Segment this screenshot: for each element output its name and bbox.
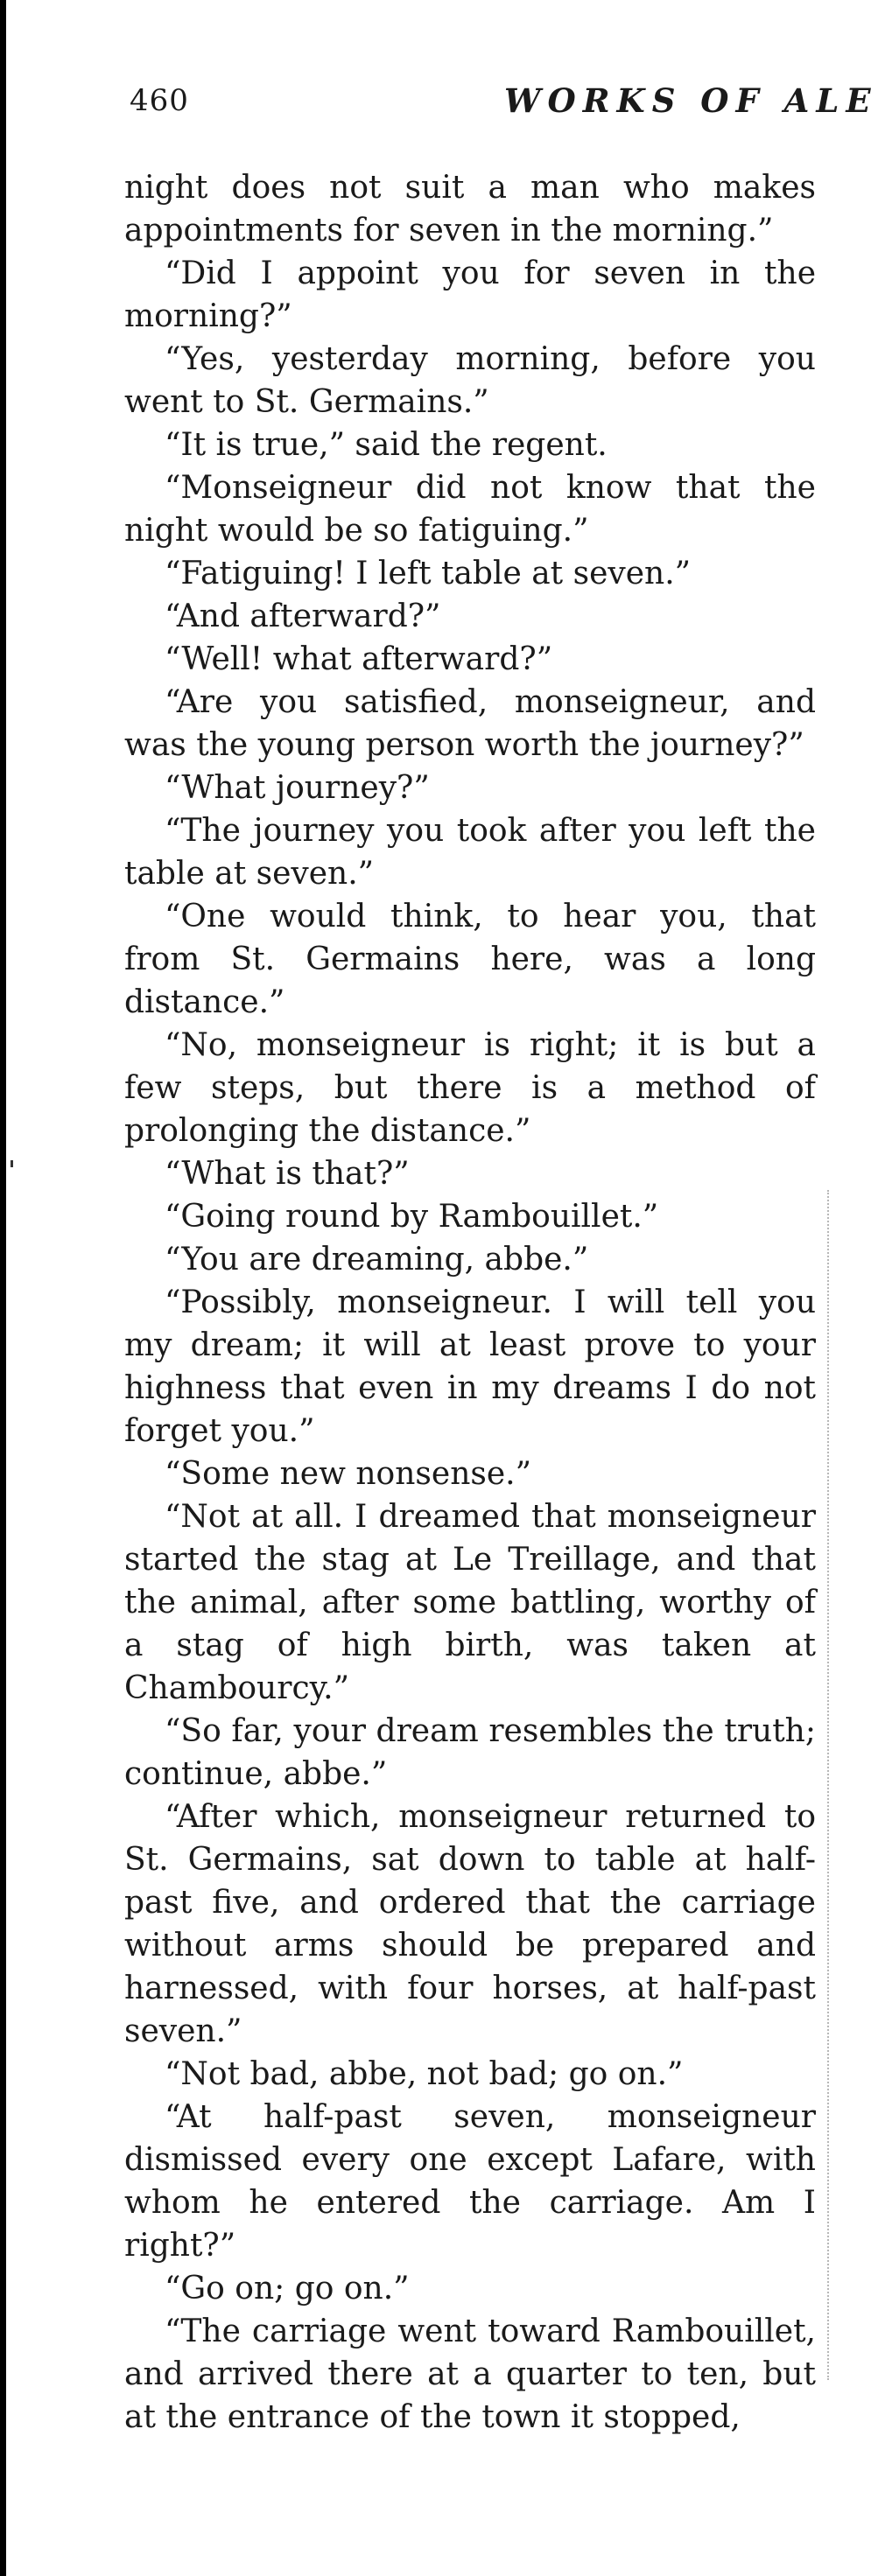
paragraph: “So far, your dream resembles the truth; continue, abbe.”	[124, 1713, 816, 1792]
running-header	[130, 81, 878, 127]
paragraph: “At half-past seven, monseigneur dismissed every one except Lafare, with whom he entered the carriage. Am I right?”	[124, 2099, 816, 2264]
paragraph: “Going round by Rambouillet.”	[165, 1199, 659, 1235]
paragraph: “Not at all. I dreamed that monseigneur started the stag at Le Treillage, and that the animal, after some battling, worthy of a stag of high birth, was taken at Chambourcy.”	[124, 1499, 816, 1706]
paragraph: “After which, monseigneur returned to St. Germains, sat down to table at half-past five, and ordered that the carriage without arms should be prepared and harnessed, with four horses, at half-past seven.”	[124, 1799, 816, 2049]
paragraph: “Monseigneur did not know that the night would be so fatiguing.”	[124, 470, 816, 549]
paragraph: “What journey?”	[165, 770, 430, 806]
body-text	[124, 166, 816, 2439]
paragraph: “And afterward?”	[165, 598, 441, 634]
paragraph: “Possibly, monseigneur. I will tell you my dream; it will at least prove to your highness that even in my dreams I do not forget you.”	[124, 1284, 816, 1449]
paragraph: “Not bad, abbe, not bad; go on.”	[165, 2056, 684, 2092]
paragraph: “Are you satisfied, monseigneur, and was the young person worth the journey?”	[124, 684, 816, 763]
page-edge-shadow	[0, 0, 6, 2576]
paragraph: “No, monseigneur is right; it is but a few steps, but there is a method of prolonging the distance.”	[124, 1027, 816, 1149]
running-title: WORKS OF ALE	[504, 81, 878, 120]
paragraph: “Well! what afterward?”	[165, 641, 553, 677]
paragraph: “Go on; go on.”	[165, 2271, 410, 2306]
page-edge-marks	[827, 1190, 832, 2380]
paragraph: “The journey you took after you left the table at seven.”	[124, 813, 816, 892]
paragraph: “One would think, to hear you, that from St. Germains here, was a long distance.”	[124, 899, 816, 1020]
margin-speck	[11, 1160, 13, 1167]
paragraph: “It is true,” said the regent.	[165, 427, 608, 463]
paragraph: night does not suit a man who makes appointments for seven in the morning.”	[124, 170, 816, 248]
paragraph: “What is that?”	[165, 1156, 410, 1192]
paragraph: “Some new nonsense.”	[165, 1456, 532, 1492]
page-number: 460	[130, 83, 189, 118]
paragraph: “Fatiguing! I left table at seven.”	[165, 556, 692, 592]
paragraph: “Yes, yesterday morning, before you went to St. Germains.”	[124, 341, 816, 420]
paragraph: “Did I appoint you for seven in the morning?”	[124, 256, 816, 334]
paragraph: “You are dreaming, abbe.”	[165, 1242, 589, 1278]
paragraph: “The carriage went toward Rambouillet, and arrived there at a quarter to ten, but at the entrance of the town it stopped,	[124, 2314, 816, 2435]
